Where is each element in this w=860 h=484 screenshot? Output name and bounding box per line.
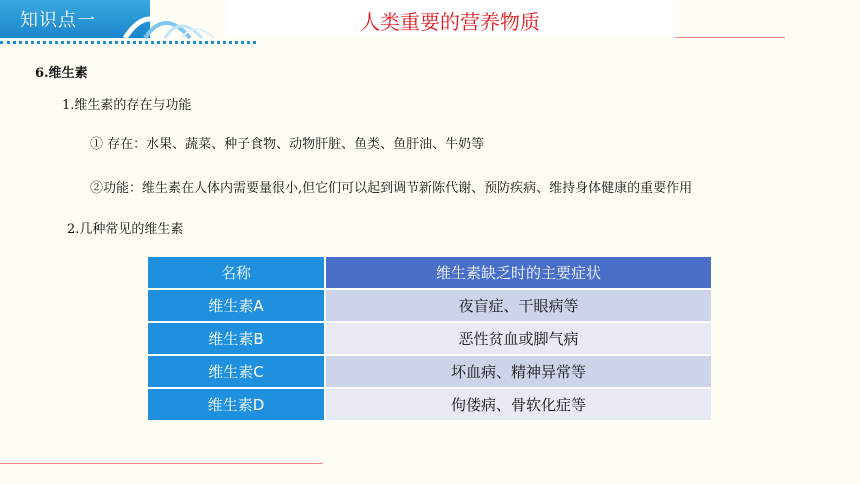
- symptom-cell: 恶性贫血或脚气病: [326, 323, 711, 356]
- subheading-common-vitamins: 2.几种常见的维生素: [67, 222, 184, 237]
- table-header-row: [148, 257, 711, 290]
- symptom-cell: 坏血病、精神异常等: [326, 356, 711, 389]
- subheading-existence-function: 1.维生素的存在与功能: [62, 98, 192, 113]
- symptom-cell: 佝偻病、骨软化症等: [326, 389, 711, 422]
- column-header-symptoms: 维生素缺乏时的主要症状: [326, 257, 711, 290]
- vitamin-name-cell: 维生素B: [148, 323, 326, 356]
- column-header-name: 名称: [148, 257, 326, 290]
- vitamin-table: [148, 257, 711, 422]
- table-row: [148, 356, 711, 389]
- bottom-rule: [0, 463, 323, 464]
- vitamin-name-cell: 维生素D: [148, 389, 326, 422]
- item-function: ②功能：维生素在人体内需要量很小,但它们可以起到调节新陈代谢、预防疾病、维持身体健康的重要作用: [90, 181, 693, 196]
- header-stripes-decoration: [120, 0, 220, 40]
- section-heading: 6.维生素: [35, 66, 88, 81]
- table-row: [148, 323, 711, 356]
- title-rule: [675, 37, 785, 38]
- table-row: [148, 389, 711, 422]
- vitamin-name-cell: 维生素C: [148, 356, 326, 389]
- page-title: 人类重要的营养物质: [360, 10, 540, 34]
- symptom-cell: 夜盲症、干眼病等: [326, 290, 711, 323]
- header-tab-label: 知识点一: [20, 10, 96, 31]
- dotted-divider: [0, 41, 256, 44]
- table-row: [148, 290, 711, 323]
- item-existence: ① 存在：水果、蔬菜、种子食物、动物肝脏、鱼类、鱼肝油、牛奶等: [90, 137, 485, 152]
- vitamin-name-cell: 维生素A: [148, 290, 326, 323]
